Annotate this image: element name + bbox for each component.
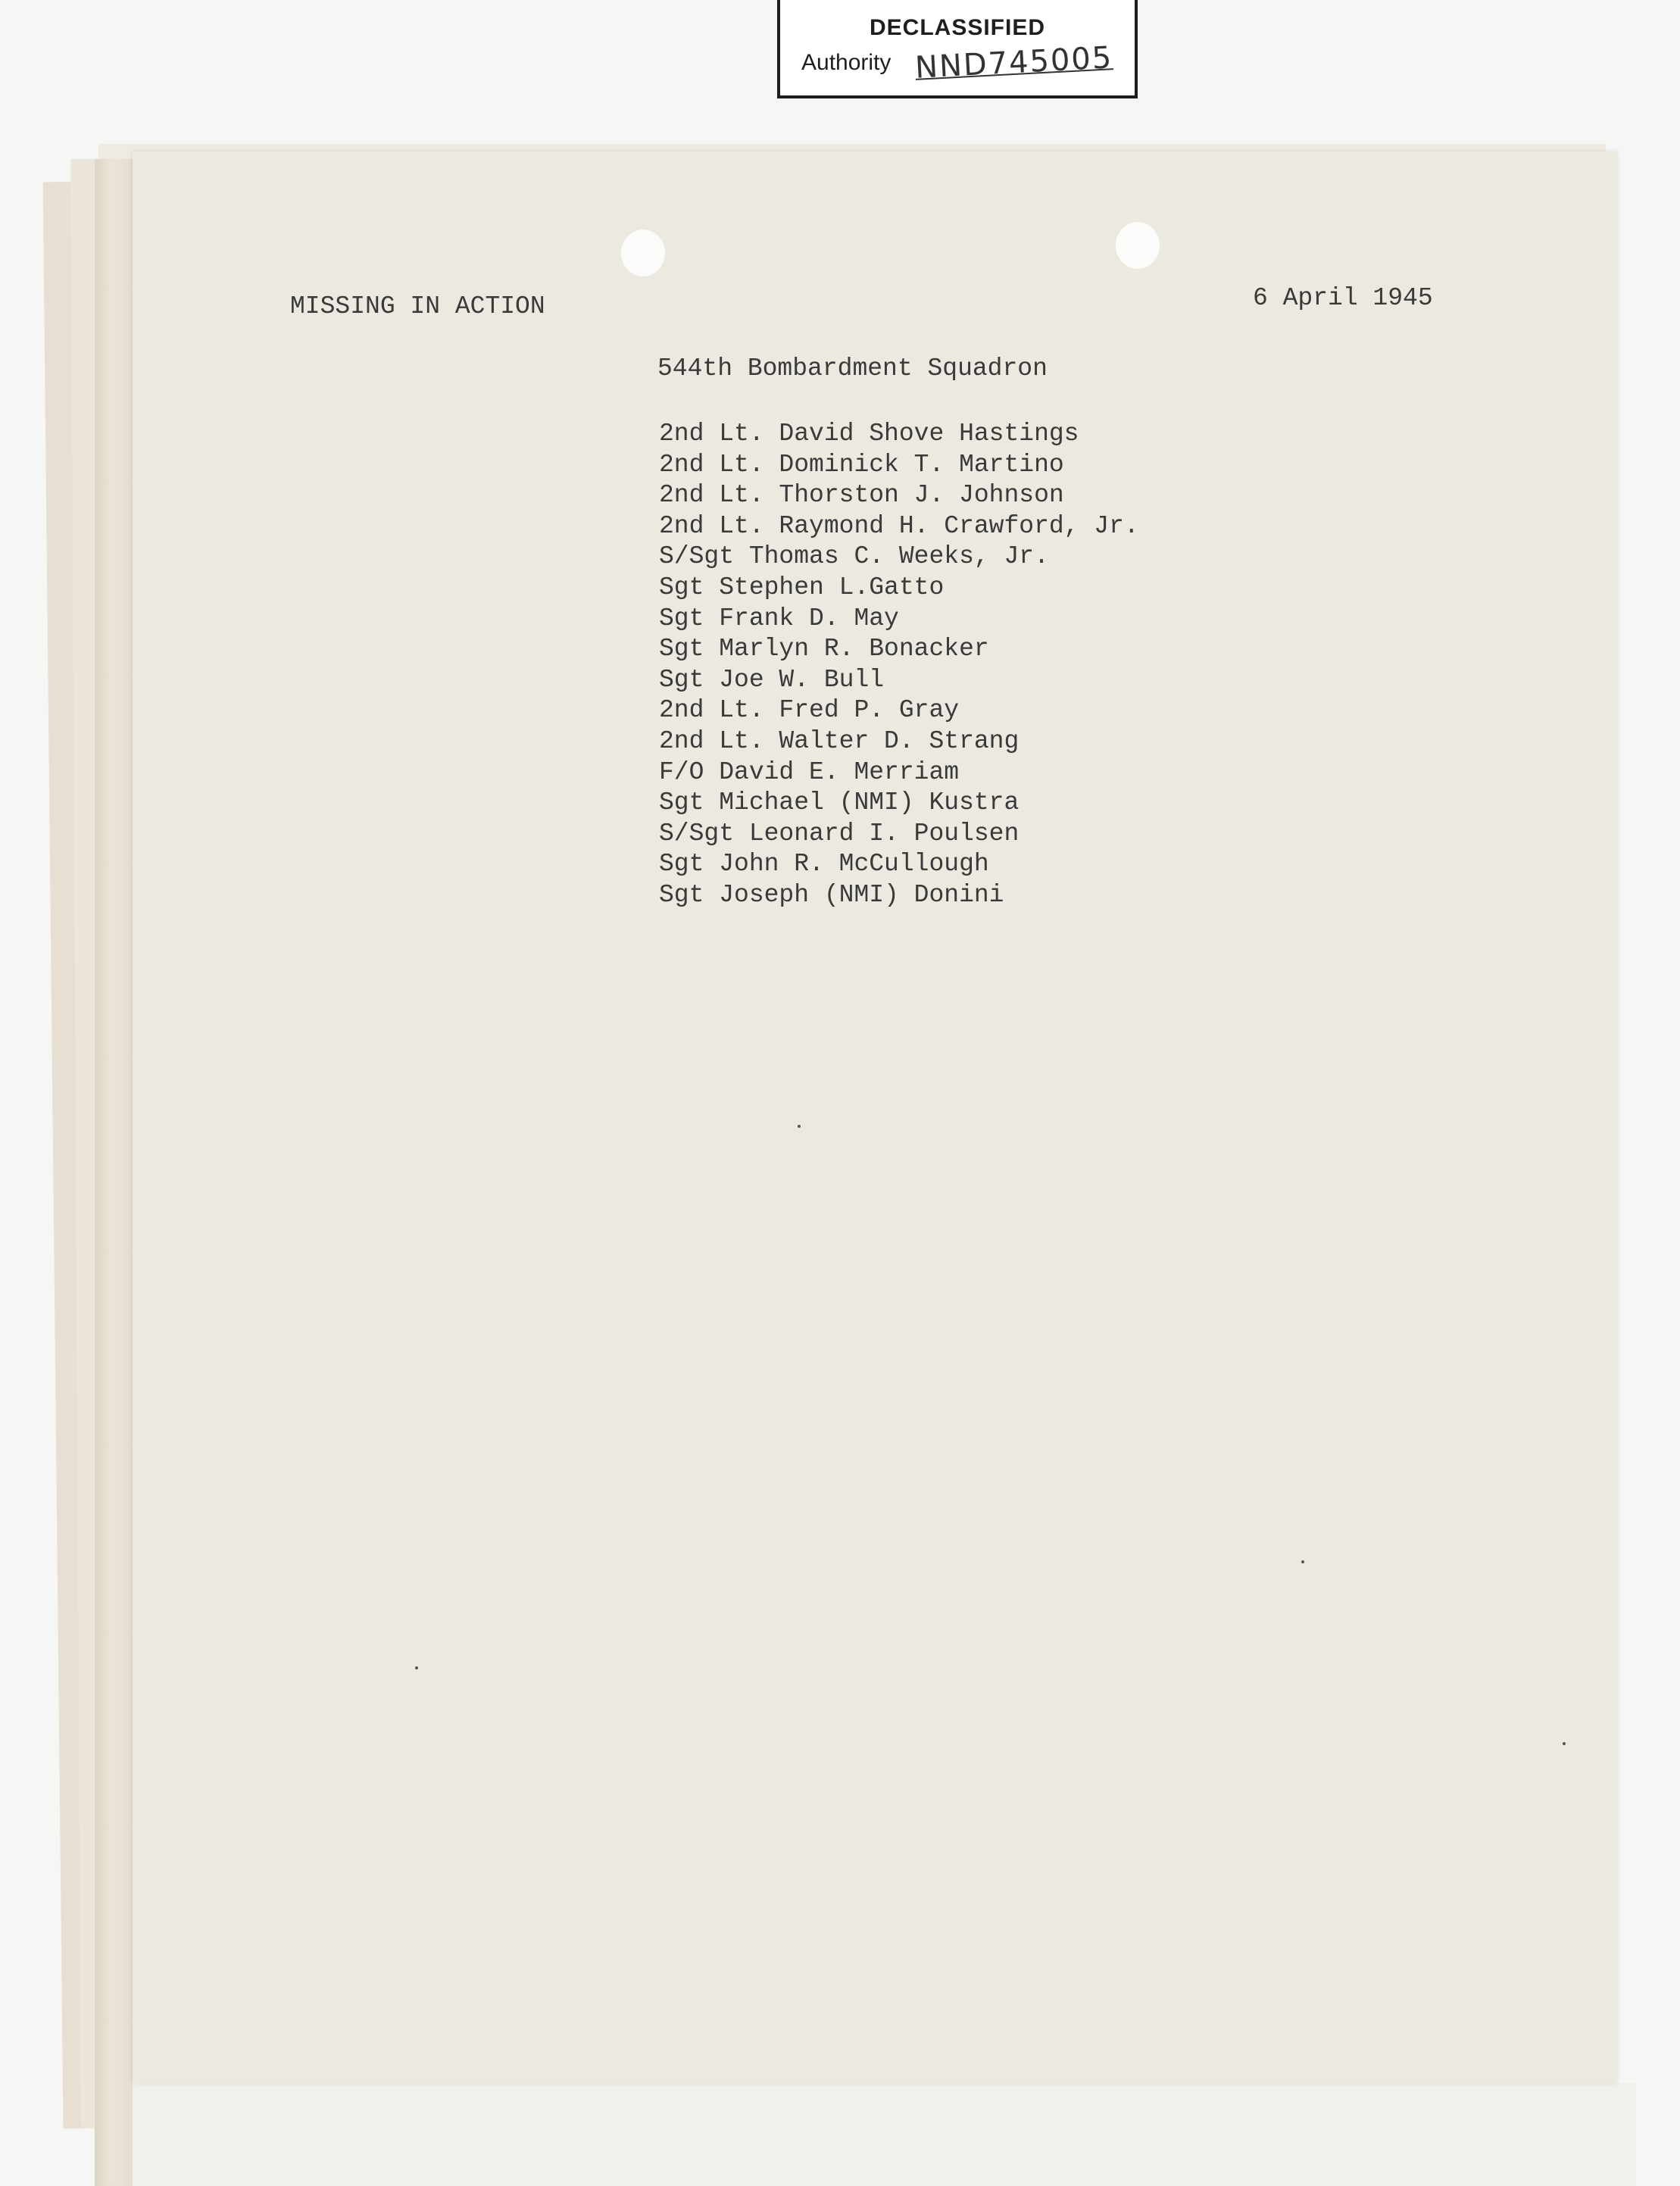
punch-hole: [1116, 222, 1160, 269]
document-heading: MISSING IN ACTION: [290, 292, 545, 320]
unit-title: 544th Bombardment Squadron: [657, 354, 1048, 383]
paper-speck: [1301, 1560, 1304, 1563]
list-item: 2nd Lt. Dominick T. Martino: [659, 450, 1064, 479]
list-item: Sgt Frank D. May: [659, 604, 899, 632]
list-item: 2nd Lt. David Shove Hastings: [659, 420, 1079, 448]
document-date: 6 April 1945: [1253, 284, 1433, 312]
list-item: 2nd Lt. Walter D. Strang: [659, 726, 1020, 755]
list-item: 2nd Lt. Fred P. Gray: [659, 696, 960, 725]
punch-hole: [621, 230, 665, 276]
list-item: Sgt John R. McCullough: [659, 850, 989, 879]
paper-speck: [415, 1666, 418, 1669]
list-item: 2nd Lt. Raymond H. Crawford, Jr.: [659, 511, 1139, 540]
list-item: S/Sgt Thomas C. Weeks, Jr.: [659, 542, 1049, 571]
paper-speck: [798, 1125, 801, 1128]
declassified-stamp: [777, 0, 1138, 98]
lower-sheet: [133, 2083, 1636, 2186]
list-item: S/Sgt Leonard I. Poulsen: [659, 819, 1020, 848]
list-item: Sgt Joe W. Bull: [659, 665, 885, 694]
list-item: Sgt Stephen L.Gatto: [659, 573, 945, 601]
stamp-authority-number: NND745005: [913, 40, 1114, 86]
stamp-title: DECLASSIFIED: [869, 15, 1046, 40]
list-item: Sgt Joseph (NMI) Donini: [659, 880, 1004, 909]
list-item: Sgt Marlyn R. Bonacker: [659, 635, 989, 664]
list-item: Sgt Michael (NMI) Kustra: [659, 789, 1020, 817]
personnel-list: [659, 419, 1139, 911]
stamp-authority-label: Authority: [801, 50, 892, 75]
paper-speck: [1563, 1742, 1566, 1745]
list-item: F/O David E. Merriam: [659, 757, 960, 786]
list-item: 2nd Lt. Thorston J. Johnson: [659, 481, 1064, 510]
